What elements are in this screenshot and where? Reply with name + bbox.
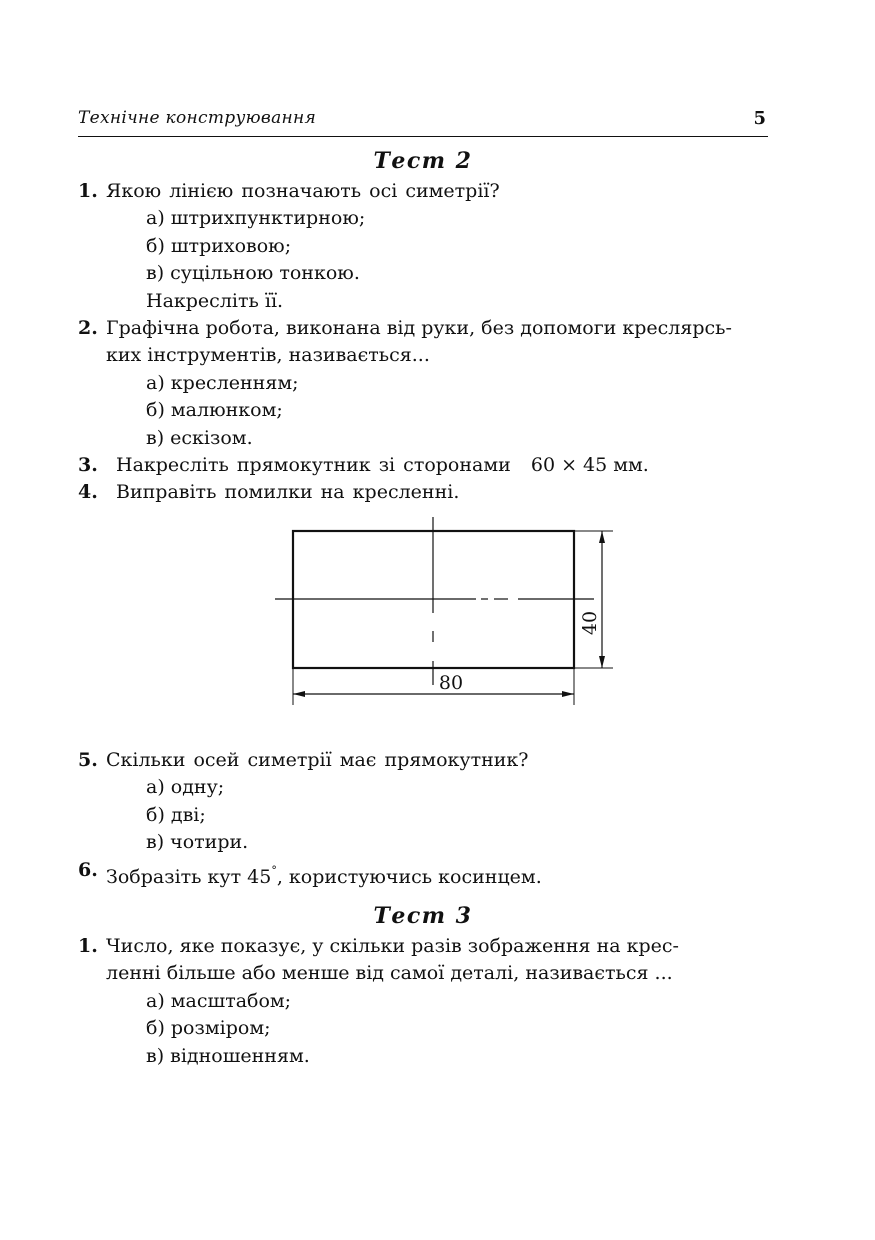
option-a: а) одну; bbox=[146, 776, 225, 799]
page-number: 5 bbox=[753, 108, 766, 129]
page bbox=[78, 0, 768, 1240]
question-number: 3. bbox=[78, 454, 98, 477]
question-text: Накресліть прямокутник зі сторонами bbox=[116, 454, 511, 477]
option-b: б) малюнком; bbox=[146, 399, 283, 422]
option-c: в) чотири. bbox=[146, 831, 249, 854]
option-b: б) штриховою; bbox=[146, 234, 292, 257]
question-2-1 bbox=[78, 178, 768, 315]
question-2-4 bbox=[78, 479, 768, 506]
running-header bbox=[78, 108, 768, 137]
question-text-line1: Графічна робота, виконана від руки, без допомоги креслярсь- bbox=[106, 317, 732, 340]
question-number: 4. bbox=[78, 481, 98, 504]
question-text: Якою лінією позначають осі симетрії? bbox=[106, 180, 500, 202]
option-c: в) ескізом. bbox=[146, 426, 253, 449]
option-b: б) дві; bbox=[146, 803, 206, 826]
question-text-line2: ленні більше або менше від самої деталі, називається ... bbox=[106, 962, 673, 985]
question-text: Скільки осей симетрії має прямокутник? bbox=[106, 748, 529, 771]
question-2-5 bbox=[78, 747, 768, 857]
height-label: 40 bbox=[579, 610, 601, 635]
question-number: 1. bbox=[78, 180, 98, 202]
test-2-title: Тест 2 bbox=[373, 148, 473, 174]
question-number: 2. bbox=[78, 317, 98, 340]
question-2-2 bbox=[78, 315, 768, 452]
option-c: в) суцільною тонкою. bbox=[146, 262, 360, 285]
option-b: б) розміром; bbox=[146, 1017, 271, 1040]
drawing-figure bbox=[78, 507, 768, 747]
question-text-line2: ких інструментів, називається... bbox=[106, 344, 430, 367]
dimensions: 60 × 45 мм. bbox=[530, 454, 649, 477]
test-3-title: Тест 3 bbox=[373, 902, 473, 929]
option-a: а) масштабом; bbox=[146, 989, 292, 1012]
question-2-6 bbox=[78, 857, 768, 891]
option-a: а) штрихпунктирною; bbox=[146, 207, 366, 230]
option-c: в) відношенням. bbox=[146, 1044, 310, 1067]
content bbox=[78, 144, 768, 1070]
question-3-1 bbox=[78, 933, 768, 1070]
question-note: Накресліть її. bbox=[146, 289, 284, 312]
question-number: 1. bbox=[78, 934, 98, 957]
question-number: 5. bbox=[78, 748, 98, 771]
option-a: а) кресленням; bbox=[146, 371, 299, 394]
technical-drawing bbox=[78, 507, 768, 747]
question-text-start: Зобразіть кут 45 bbox=[106, 865, 272, 888]
question-number: 6. bbox=[78, 858, 98, 881]
header-title: Технічне конструювання bbox=[78, 108, 317, 128]
question-text-end: , користуючись косинцем. bbox=[276, 865, 542, 888]
degree-symbol: ° bbox=[271, 863, 277, 877]
question-2-3 bbox=[78, 452, 768, 479]
width-label: 80 bbox=[438, 671, 464, 694]
question-text-line1: Число, яке показує, у скільки разів зображення на крес- bbox=[106, 934, 679, 957]
question-text: Виправіть помилки на кресленні. bbox=[116, 481, 460, 504]
